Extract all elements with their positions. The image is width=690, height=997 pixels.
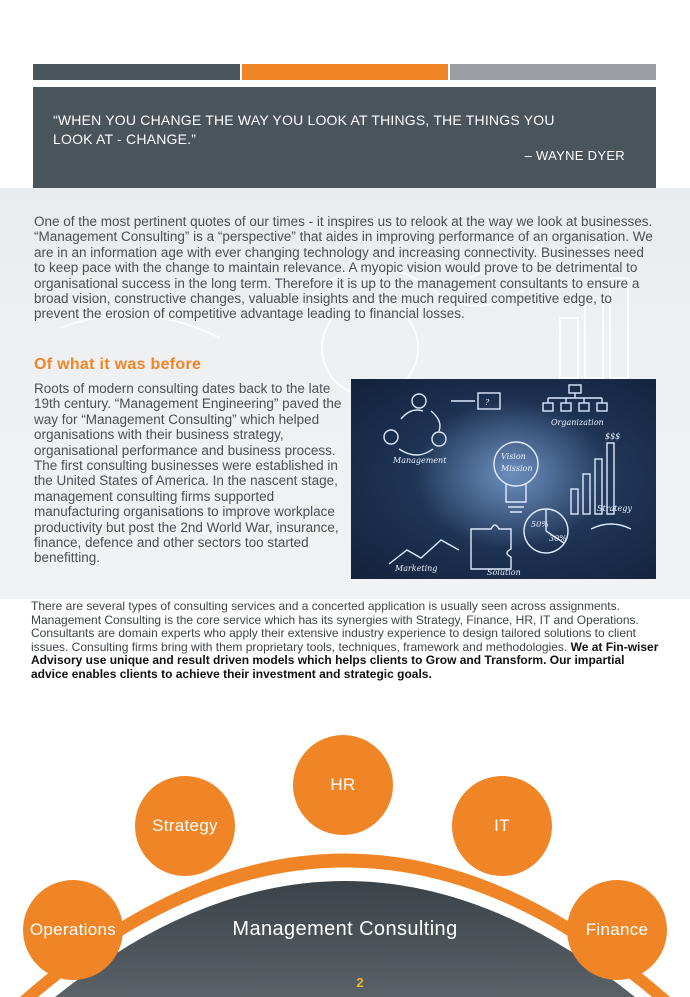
diagram-center-title: Management Consulting xyxy=(232,918,458,940)
consulting-paragraph xyxy=(31,600,661,682)
management-label: Management xyxy=(393,456,447,465)
header-bar-dark xyxy=(33,64,240,80)
person-icon xyxy=(384,430,398,444)
quote-box xyxy=(33,87,656,188)
marketing-label: Marketing xyxy=(395,564,438,573)
quote-author: – WAYNE DYER xyxy=(524,148,625,163)
consulting-bold-text: We at Fin-wiser Advisory use unique and result driven models which helps clients to Grow and Transform. Our impartial advice enables clients to achieve their investment and strategic goals. xyxy=(31,639,659,681)
organization-label: Organization xyxy=(551,418,604,427)
management-concept-illustration xyxy=(351,379,656,579)
roots-paragraph: Roots of modern consulting dates back to the late 19th century. “Management Engineering” paved the way for “Management Consulting” which helped organisations with their business strategy, organisational performance and business process. The first consulting businesses were established in the United States of America. In the nascent stage, management consulting firms supported manufacturing organisations to improve workplace productivity but post the 2nd World War, insurance, finance, defence and other sectors too started benefitting. xyxy=(34,381,342,566)
consulting-text: There are several types of consulting services and a concerted application is usually seen across assignments. Management Consulting is the core service which has its synergies with Strategy, Finance, HR, IT and Operations. Consultants are domain experts who apply their extensive industry experience to design tailored solutions to client issues. Consulting firms bring with them proprietary tools, techniques, framework and methodologies. xyxy=(31,599,639,654)
header-bar-orange xyxy=(242,64,448,80)
page-number: 2 xyxy=(356,975,364,990)
consulting-diagram xyxy=(0,730,690,997)
pie-percent-label: 50% xyxy=(531,520,549,529)
node-finance: Finance xyxy=(567,880,667,980)
node-operations: Operations xyxy=(23,880,123,980)
header-bar-grey xyxy=(450,64,656,80)
strategy-label: Strategy xyxy=(597,504,632,513)
vision-label: Vision xyxy=(501,452,526,461)
dollars-label: $$$ xyxy=(605,432,621,441)
mission-label: Mission xyxy=(501,464,533,473)
org-chart-icon xyxy=(548,393,602,403)
node-it: IT xyxy=(452,776,552,876)
question-label: ? xyxy=(485,398,490,407)
intro-paragraph: One of the most pertinent quotes of our times - it inspires us to relook at the way we look at businesses. “Management Consulting” is a “perspective” that aides in improving performance of an organisation. We are in an information age with ever changing technology and increasing connectivity. Businesses need to keep pace with the change to maintain relevance. A myopic vision would prove to be detrimental to organisational success in the long term. Therefore it is up to the management consultants to ensure a broad vision, constructive changes, valuable insights and the much required competitive edge, to prevent the erosion of competitive advantage leading to financial losses. xyxy=(34,214,653,322)
illustration-drawing xyxy=(351,379,656,579)
pie-percent-label-2: 30% xyxy=(549,534,567,543)
strategy-arrow-icon xyxy=(591,524,631,529)
solution-label: Solution xyxy=(487,568,521,577)
line-chart-icon xyxy=(389,540,459,564)
node-strategy: Strategy xyxy=(135,776,235,876)
node-hr: HR xyxy=(293,735,393,835)
person-icon xyxy=(412,394,426,408)
quote-text: “WHEN YOU CHANGE THE WAY YOU LOOK AT THINGS, THE THINGS YOU LOOK AT - CHANGE.” xyxy=(53,112,555,147)
section-heading: Of what it was before xyxy=(34,356,202,373)
